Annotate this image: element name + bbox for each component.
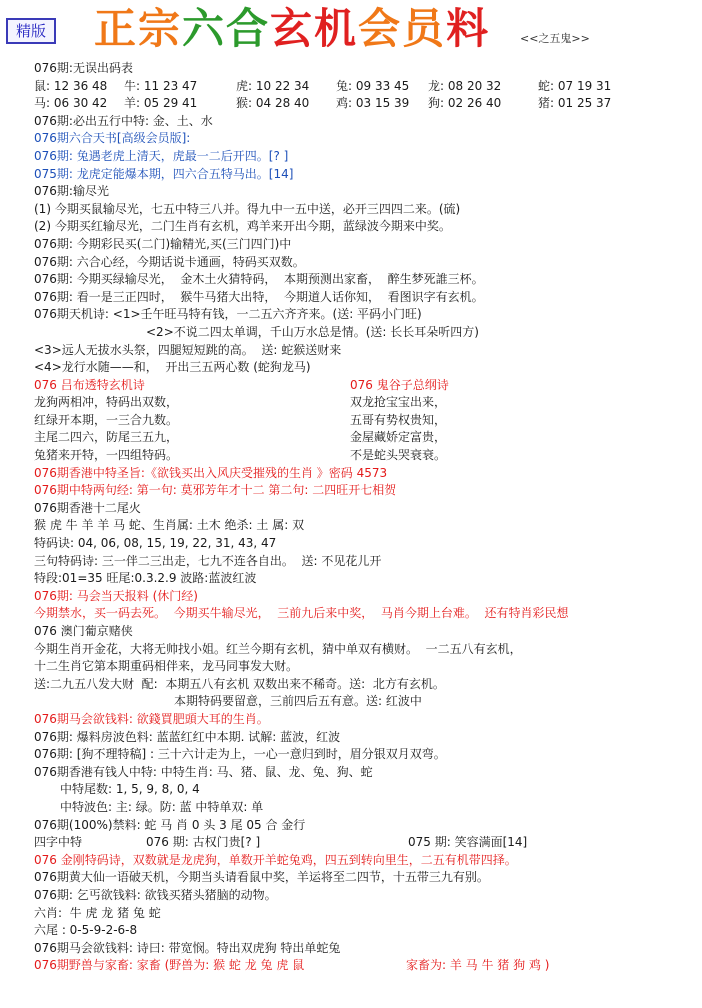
line-45-middle: 076 期: 古权门贵[? ] xyxy=(146,835,261,850)
line-10: (2) 今期买红输尽光，二门生肖有玄机，鸡羊来开出今期，蓝绿波今期来中奖。 xyxy=(34,219,451,234)
line-14: 076期: 看一是三正四时， 猴牛马猪大出特， 今期道人话你知， 看图识字有玄机。 xyxy=(34,289,484,304)
line-30: 特段:01=35 旺尾:0.3.2.9 波路:蓝波红波 xyxy=(34,571,257,586)
line-40: 076期: [狗不理特稿] : 三十六计走为上，一心一意归到时，眉分银双月双弯。 xyxy=(34,747,446,762)
line-47: 076期黄大仙一语破天机，今期当头请看鼠中奖，羊运将至二四节，十五带三九有别。 xyxy=(34,870,489,885)
line-12: 076期: 六合心经，今期话说卡通画，特码买双数。 xyxy=(34,254,305,269)
line-25: 076期中特两句经: 第一句: 莫邪芳年才十二 第二句: 二四旺开七相贺 xyxy=(34,483,397,498)
line-13: 076期: 今期买绿输尽光， 金木土火猜特码， 本期预测出家畜， 醉生梦死誰三杯。 xyxy=(34,272,484,287)
line-46: 076 金刚特码诗，双数就是龙虎狗，单数开羊蛇兔鸡，四五到转向里生，二五有机带四择。 xyxy=(34,852,517,867)
poem-heading-row xyxy=(34,377,674,395)
line-33: 076 澳门葡京赌侠 xyxy=(34,624,133,638)
page-header xyxy=(0,0,702,58)
poem-row xyxy=(34,429,674,447)
line-48: 076期: 乞丐欲钱料: 欲钱买猪头猪脑的动物。 xyxy=(34,887,277,902)
page-subtitle: <<之五鬼>> xyxy=(520,32,590,45)
line-42: 中特尾数: 1, 5, 9, 8, 0, 4 xyxy=(60,782,200,797)
line-16: <2>不说二四太单调，千山万水总是情。(送: 长长耳朵听四方) xyxy=(146,324,479,339)
line-08: 076期:输尽光 xyxy=(34,184,109,199)
line-34: 今期生肖开金花，大将无帅找小姐。红兰今期有玄机，猜中单双有横财。 一二五八有玄机， xyxy=(34,641,522,656)
line-38: 076期马会欲钱料: 欲錢買肥頭大耳的生肖。 xyxy=(34,711,269,726)
title-part-5: 料 xyxy=(446,4,491,53)
line-49: 六肖: 牛 虎 龙 猪 兔 蛇 xyxy=(34,905,161,920)
line-44: 076期(100%)禁料: 蛇 马 肖 0 头 3 尾 05 合 金行 xyxy=(34,817,306,832)
zodiac-cell: 兔: 09 33 45 xyxy=(336,78,410,93)
line-01: 076期:无误出码表 xyxy=(34,61,133,75)
zodiac-cell: 猪: 01 25 37 xyxy=(538,96,612,111)
zodiac-cell: 猴: 04 28 40 xyxy=(236,96,310,111)
poem-right: 双龙抢宝宝出来， xyxy=(350,395,447,410)
line-07: 075期: 龙虎定能爆本期，四六合五特马出。[14] xyxy=(34,166,294,181)
line-31: 076期: 马会当天报料 (休门经) xyxy=(34,588,198,603)
lubu-poem-title: 076 吕布透特玄机诗 xyxy=(34,377,145,392)
line-24: 076期香港中特圣旨:《欲钱买出入风庆受摧残的生肖 》密码 4573 xyxy=(34,465,388,480)
zodiac-cell: 羊: 05 29 41 xyxy=(124,96,198,111)
line-09: (1) 今期买鼠输尽光，七五中特三八并。得九中一五中送，必开三四四二来。(硫) xyxy=(34,201,461,216)
poem-right: 五哥有势权贵知， xyxy=(350,412,447,427)
line-04: 076期:必出五行中特: 金、土、水 xyxy=(34,113,213,128)
line-35: 十二生肖它第本期重码相伴来，龙马同事发大财。 xyxy=(34,659,299,674)
title-part-2: 六合 xyxy=(182,4,271,53)
line-06: 076期: 兔遇老虎上清天，虎最一二后开四。[? ] xyxy=(34,148,289,163)
guiguzi-poem-title: 076 鬼谷子总纲诗 xyxy=(350,377,449,392)
line-52-right: 家畜为: 羊 马 牛 猪 狗 鸡 ) xyxy=(406,958,550,973)
title-part-4: 会员 xyxy=(358,4,447,53)
line-36: 送:二九五八发大财 配: 本期五八有玄机 双数出来不稀奇。送: 北方有玄机。 xyxy=(34,676,445,691)
zodiac-cell: 狗: 02 26 40 xyxy=(428,96,502,111)
line-28: 特码诀: 04, 06, 08, 15, 19, 22, 31, 43, 47 xyxy=(34,536,277,551)
line-50: 六尾 : 0-5-9-2-6-8 xyxy=(34,923,138,938)
poem-left: 红绿开本期，一三合九数。 xyxy=(34,412,179,427)
poem-row xyxy=(34,447,674,465)
poem-row xyxy=(34,394,674,412)
page-title xyxy=(94,4,490,54)
line-45 xyxy=(34,834,674,852)
line-41: 076期香港有钱人中特: 中特生肖: 马、猪、鼠、龙、兔、狗、蛇 xyxy=(34,764,373,779)
title-part-3: 玄机 xyxy=(270,4,359,53)
line-05: 076期六合天书[高级会员版]: xyxy=(34,131,191,146)
line-18: <4>龙行水随——和， 开出三五两心数 (蛇狗龙马) xyxy=(34,360,311,375)
zodiac-cell: 鸡: 03 15 39 xyxy=(336,96,410,111)
line-39: 076期: 爆料房波色料: 蓝蓝红红中本期. 试解: 蓝波，红波 xyxy=(34,729,341,744)
jingban-badge: 精版 xyxy=(6,18,56,44)
poem-row xyxy=(34,412,674,430)
zodiac-row-2 xyxy=(34,95,674,113)
poem-left: 兔猪来开特，一四组特码。 xyxy=(34,448,179,463)
title-part-1: 正宗 xyxy=(94,4,183,53)
zodiac-cell: 鼠: 12 36 48 xyxy=(34,78,108,93)
line-15: 076期天机诗: <1>壬午旺马特有钱，一二五六齐齐来。(送: 平码小门旺) xyxy=(34,307,422,322)
line-52 xyxy=(34,957,674,975)
poem-right: 不是蛇头哭衰衰。 xyxy=(350,448,447,463)
line-43: 中特波色: 主: 绿。防: 蓝 中特单双: 单 xyxy=(60,799,264,814)
zodiac-cell: 马: 06 30 42 xyxy=(34,96,108,111)
line-27: 猴 虎 牛 羊 羊 马 蛇、生肖属: 土木 绝杀: 土 属: 双 xyxy=(34,518,305,533)
poem-left: 主尾二四六，防尾三五九， xyxy=(34,430,179,445)
zodiac-row-1 xyxy=(34,78,674,96)
zodiac-cell: 虎: 10 22 34 xyxy=(236,78,310,93)
poem-right: 金屋藏娇定富贵， xyxy=(350,430,447,445)
line-11: 076期: 今期彩民买(二门)输精光,买(三门四门)中 xyxy=(34,236,292,251)
line-51: 076期马会欲钱料: 诗曰: 带宽悯。特出双虎狗 特出单蛇兔 xyxy=(34,940,341,955)
line-52-left: 076期野兽与家畜: 家畜 (野兽为: 猴 蛇 龙 兔 虎 鼠 xyxy=(34,958,305,973)
line-29: 三句特码诗: 三一伴二三出走，七九不连各自出。 送: 不见花儿开 xyxy=(34,553,382,568)
zodiac-cell: 蛇: 07 19 31 xyxy=(538,78,612,93)
line-32: 今期禁水，买一码去死。 今期买牛输尽光， 三前九后来中奖， 马肖今期上台难。 还有特肖彩民想 xyxy=(34,606,569,621)
zodiac-cell: 龙: 08 20 32 xyxy=(428,78,502,93)
line-17: <3>远人无拔水头祭，四腿短短跳的高。 送: 蛇猴送财来 xyxy=(34,342,342,357)
content-body xyxy=(34,60,674,975)
line-26: 076期香港十二尾火 xyxy=(34,500,141,515)
line-45-right: 075 期: 笑容满面[14] xyxy=(408,835,528,850)
poem-left: 龙狗两相冲，特码出双数， xyxy=(34,395,179,410)
zodiac-cell: 牛: 11 23 47 xyxy=(124,78,198,93)
four-char-label: 四字中特 xyxy=(34,835,83,850)
line-37: 本期特码要留意，三前四后五有意。送: 红波中 xyxy=(174,694,422,709)
